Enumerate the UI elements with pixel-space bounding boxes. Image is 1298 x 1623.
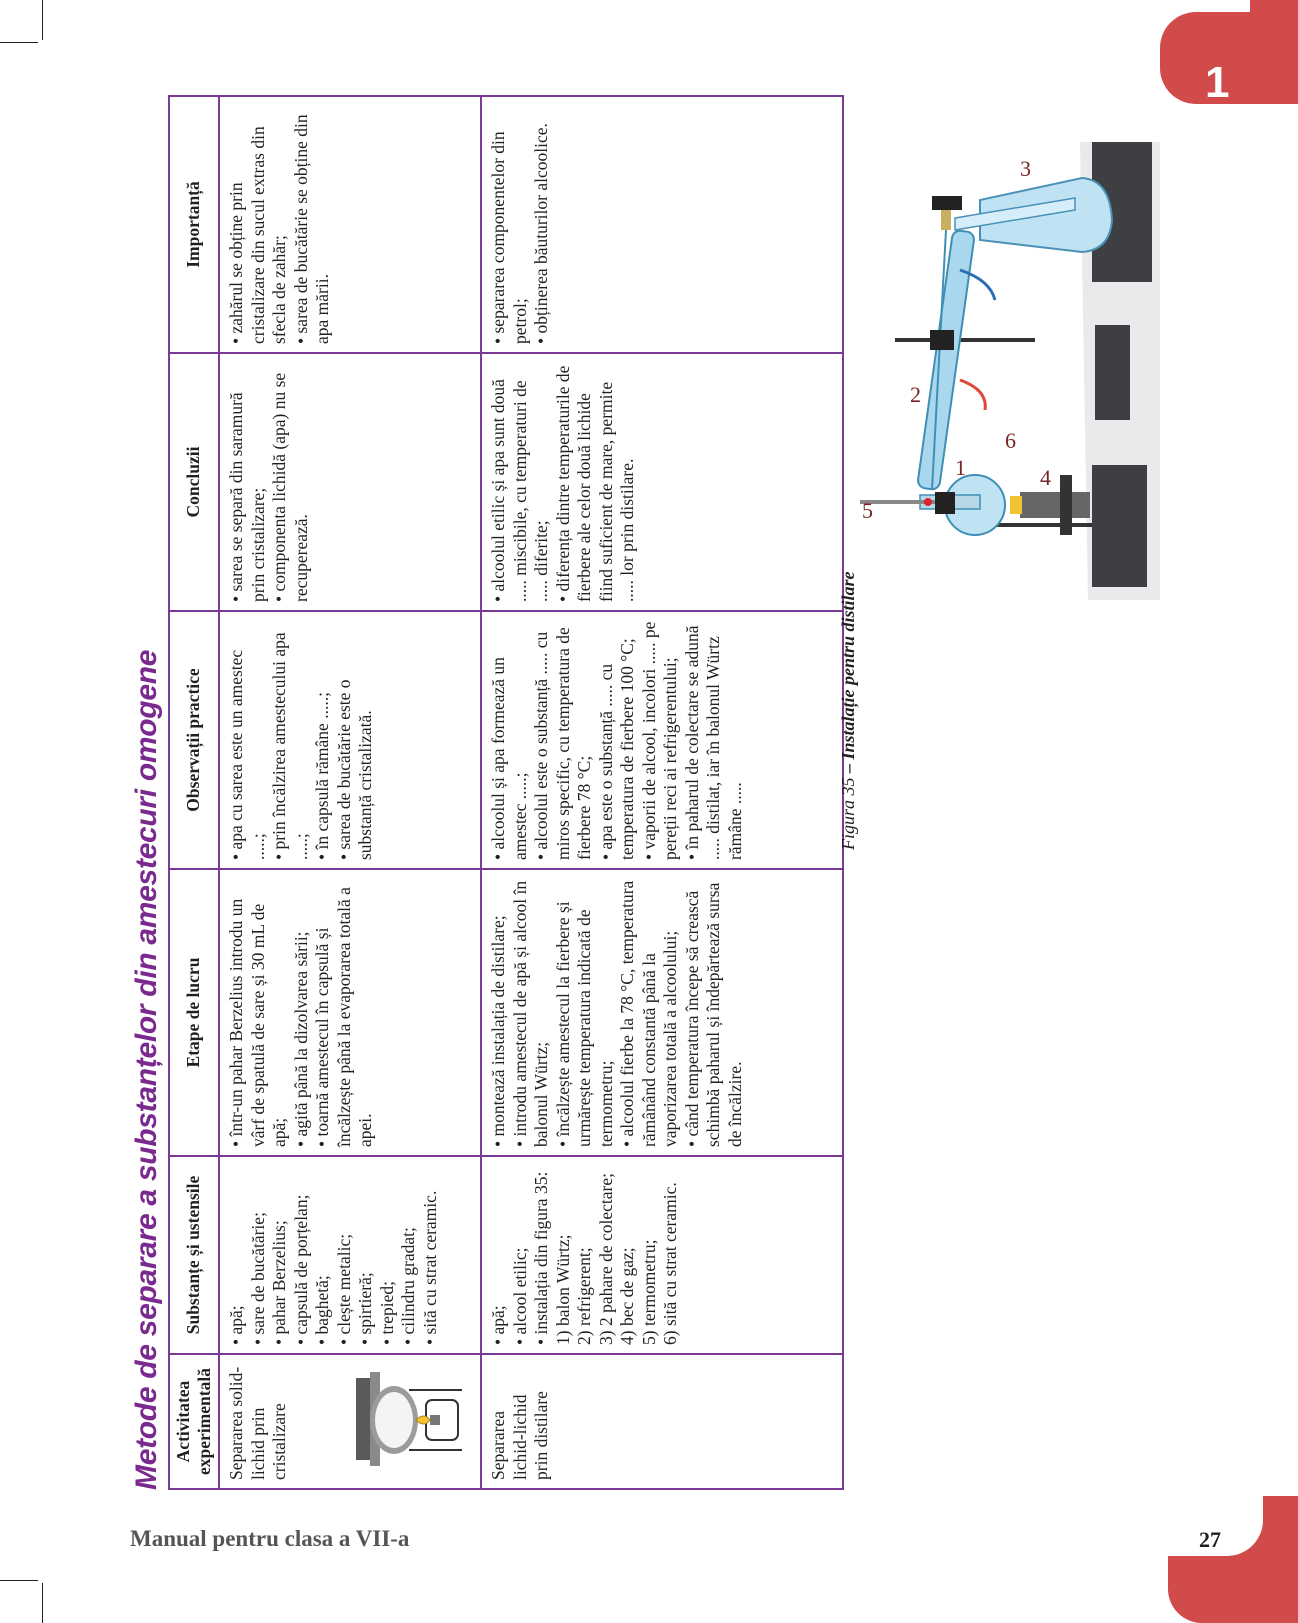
col-header-substances: Substanțe și ustensile [169,1156,219,1354]
list-item: • diferența dintre temperaturile de fierbere ale celor două lichide fiind suficient de mare, permite ..... lor prin distilare. [552,365,637,602]
list-item: 2) refrigerent; [574,1247,594,1345]
conclusions-cell [219,353,481,611]
list-item: • alcool etilic; [509,1247,530,1345]
list-item: • montează instalația de distilare; [488,915,508,1147]
chapter-tab-stub [1250,0,1298,20]
crop-mark [42,1583,43,1623]
apparatus-label-3: 3 [1020,156,1031,181]
substances-cell [481,1156,843,1354]
list-item: • alcoolul fierbe la 78 °C, temperatura rămânând constantă până la vaporizarea totală a alcoolului; [617,880,680,1147]
list-item: • clește metalic; [333,1233,354,1345]
apparatus-label-2: 2 [910,382,921,407]
list-item: • cilindru gradat; [398,1227,418,1345]
observations-cell [219,611,481,869]
apparatus-label-5: 5 [862,498,873,523]
figure-caption-text: – Instalație pentru distilare [838,571,858,778]
list-item: • în capsulă rămâne .....; [312,692,332,860]
observations-cell [481,611,843,869]
list-item: • prin încălzirea amestecului apa .....; [269,632,311,860]
list-item: • pahar Berzelius; [269,1220,289,1345]
methods-table [168,95,844,1490]
col-header-conclusions: Concluzii [169,353,219,611]
list-item: • introdu amestecul de apă și alcool în balonul Würtz; [509,880,551,1147]
list-item: • sită cu strat ceramic. [419,1190,440,1345]
list-item: • sarea de bucătărie se obține din apa mării. [290,114,332,344]
evaporating-dish-illustration [354,1362,466,1480]
list-item: • capsulă de porțelan; [290,1194,311,1345]
table-header-row [169,96,219,1489]
list-item: • alcoolul este o substanță ..... cu miros specific, cu temperatura de fierbere 78 °C; [531,627,594,860]
steps-cell [219,869,481,1156]
footer-title: Manual pentru clasa a VII-a [130,1526,410,1551]
col-header-steps: Etape de lucru [169,869,219,1156]
crop-mark [0,1580,38,1581]
chapter-number: 1 [1205,58,1230,107]
table-row [481,96,843,1489]
list-item: • trepied; [376,1281,397,1345]
importance-cell [481,96,843,353]
list-item: • vaporii de alcool, incolori ..... pe pereții reci ai refrigerentului; [638,621,680,860]
col-header-importance: Importanță [169,96,219,353]
list-item: • alcoolul etilic și apa sunt două ..... miscibile, cu temperaturi de ..... diferite; [488,379,551,602]
distillation-apparatus-illustration [860,130,1160,600]
steps-cell [481,869,843,1156]
list-item: • apa este o substanță ..... cu temperatura de fierbere 100 °C; [595,638,637,860]
list-item: • instalația din figura 35: [531,1171,551,1345]
list-item: • obținerea băuturilor alcoolice. [531,123,551,344]
crop-mark [0,42,38,43]
list-item: 3) 2 pahare de colectare; [595,1173,616,1345]
list-item: 5) termometru; [638,1239,659,1345]
substances-cell [219,1156,481,1354]
list-item: • apă; [488,1305,508,1345]
crop-mark [42,0,43,40]
col-header-observations: Observații practice [169,611,219,869]
list-item: • sarea se separă din saramură prin cristalizare; [226,392,268,602]
list-item: • sarea de bucătărie este o substanță cristalizată. [333,679,375,860]
list-item: • componenta lichidă (apa) nu se recuperează. [269,372,311,602]
list-item: • separarea componentelor din petrol; [488,131,530,344]
activity-cell [481,1354,843,1489]
page-title: Metode de separare a substanțelor din amestecuri omogene [130,649,163,1490]
apparatus-label-4: 4 [1040,465,1051,490]
list-item: • toarnă amestecul în capsulă și încălzește până la evaporarea totală a apei. [312,887,375,1147]
list-item: • alcoolul și apa formează un amestec .....; [488,657,530,860]
list-item: • zahărul se obține prin cristalizare din sucul extras din sfecla de zahăr; [226,126,289,344]
conclusions-cell [481,353,843,611]
apparatus-label-6: 6 [1005,428,1016,453]
activity-text: Separarea lichid-lichid prin distilare [488,1391,551,1480]
list-item: • într-un pahar Berzelius introdu un vârf de spatulă de sare și 30 mL de apă; [226,898,289,1147]
list-item: • sare de bucătărie; [247,1212,268,1345]
list-item: • în paharul de colectare se adună ..... distilat, iar în balonul Würtz rămâne ..... [681,625,745,860]
figure-caption [838,571,859,850]
activity-cell [219,1354,481,1489]
page-number: 27 [1199,1527,1221,1552]
list-item: • apa cu sarea este un amestec .....; [226,649,268,860]
list-item: • încălzește amestecul la fierbere și urmărește temperatura indicată de termometru; [552,901,616,1147]
col-header-activity: Activitatea experimentală [169,1354,219,1489]
list-item: • spirtieră; [355,1272,375,1345]
list-item: • baghetă; [312,1275,332,1345]
figure-caption-prefix: Figura 35 [838,777,858,850]
list-item: 1) balon Würtz; [552,1234,573,1345]
list-item: • când temperatura începe să crească schimbă paharul și îndepărtează sursa de încălzire. [681,882,745,1147]
list-item: • apă; [226,1305,246,1345]
activity-text: Separarea solid-lichid prin cristalizare [226,1366,289,1480]
list-item: • agită până la dizolvarea sării; [290,931,311,1147]
list-item: 4) bec de gaz; [617,1247,637,1345]
list-item: 6) sită cu strat ceramic. [660,1182,680,1345]
rotated-content [130,0,875,1490]
apparatus-label-1: 1 [955,455,966,480]
table-row [219,96,481,1489]
importance-cell [219,96,481,353]
